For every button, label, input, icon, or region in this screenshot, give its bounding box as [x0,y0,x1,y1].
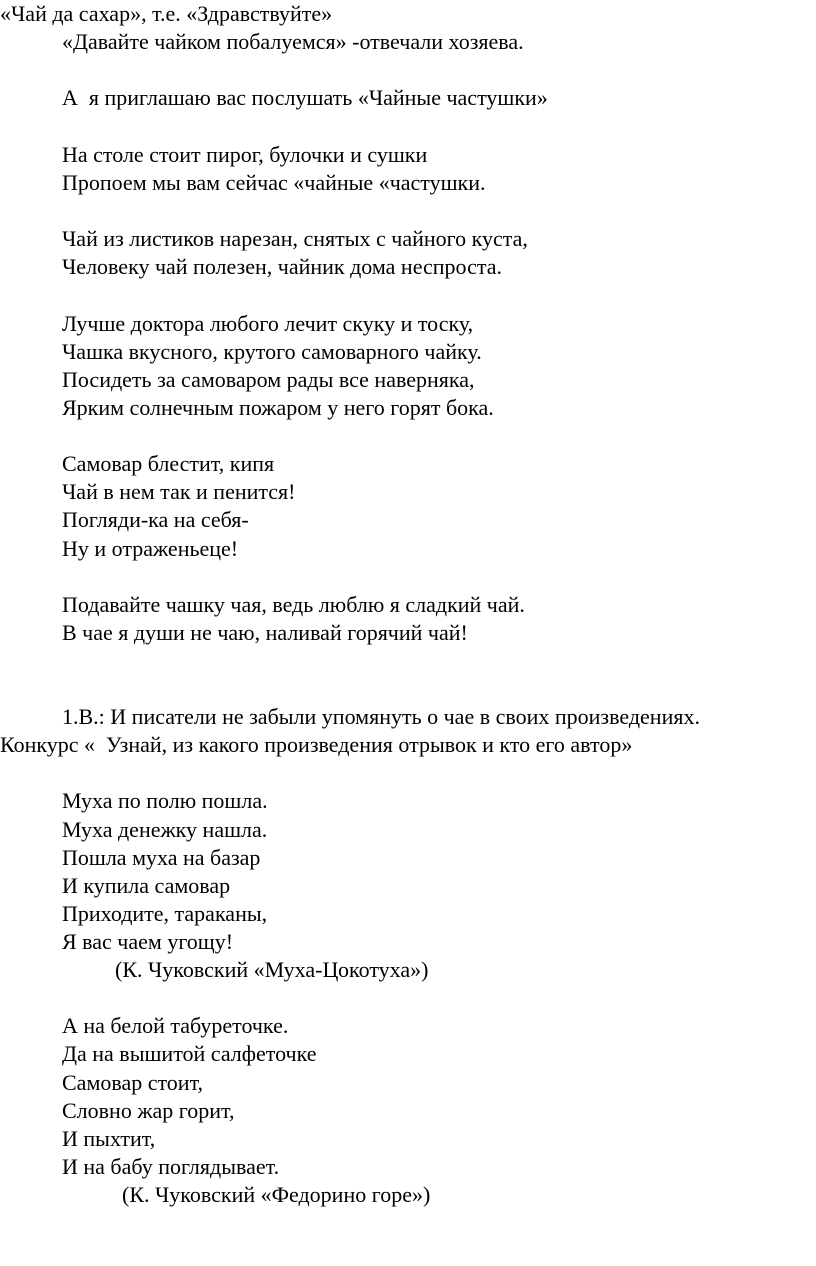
verse-line: Подавайте чашку чая, ведь люблю я сладкий чай. [62,592,525,617]
verse-line: Погляди-ка на себя- [62,507,249,532]
invite-line: А я приглашаю вас послушать «Чайные частушки» [62,85,548,110]
verse-line: Самовар стоит, [62,1070,204,1095]
excerpt-source: (К. Чуковский «Муха-Цокотуха») [115,957,429,982]
verse-line: Да на вышитой салфеточке [62,1041,317,1066]
contest-line-2: Конкурс « Узнай, из какого произведения отрывок и кто его автор» [0,732,633,757]
intro-line-1: «Чай да сахар», т.е. «Здравствуйте» [0,1,333,26]
verse-line: Муха денежку нашла. [62,817,268,842]
verse-line: Чашка вкусного, крутого самоварного чайку. [62,339,482,364]
excerpt-source: (К. Чуковский «Федорино горе») [122,1182,431,1207]
intro-line-2: «Давайте чайком побалуемся» -отвечали хозяева. [62,29,524,54]
verse-line: Самовар блестит, кипя [62,451,275,476]
verse-line: Чай из листиков нарезан, снятых с чайного куста, [62,226,528,251]
verse-line: Посидеть за самоваром рады все наверняка, [62,367,475,392]
verse-line: И пыхтит, [62,1126,156,1151]
verse-line: Муха по полю пошла. [62,788,268,813]
verse-line: Лучше доктора любого лечит скуку и тоску, [62,311,474,336]
verse-line: Чай в нем так и пенится! [62,479,296,504]
verse-line: А на белой табуреточке. [62,1013,289,1038]
verse-line: Пошла муха на базар [62,845,261,870]
verse-line: Приходите, тараканы, [62,901,268,926]
verse-line: И купила самовар [62,873,231,898]
verse-line: На столе стоит пирог, булочки и сушки [62,142,428,167]
verse-line: Я вас чаем угощу! [62,929,234,954]
verse-line: Ярким солнечным пожаром у него горят бока. [62,395,494,420]
verse-line: В чае я души не чаю, наливай горячий чай! [62,620,468,645]
verse-line: Пропоем мы вам сейчас «чайные «частушки. [62,170,486,195]
verse-line: Словно жар горит, [62,1098,235,1123]
contest-line-1: 1.В.: И писатели не забыли упомянуть о чае в своих произведениях. [62,704,700,729]
verse-line: И на бабу поглядывает. [62,1154,280,1179]
verse-line: Ну и отраженьеце! [62,536,239,561]
verse-line: Человеку чай полезен, чайник дома неспроста. [62,254,502,279]
